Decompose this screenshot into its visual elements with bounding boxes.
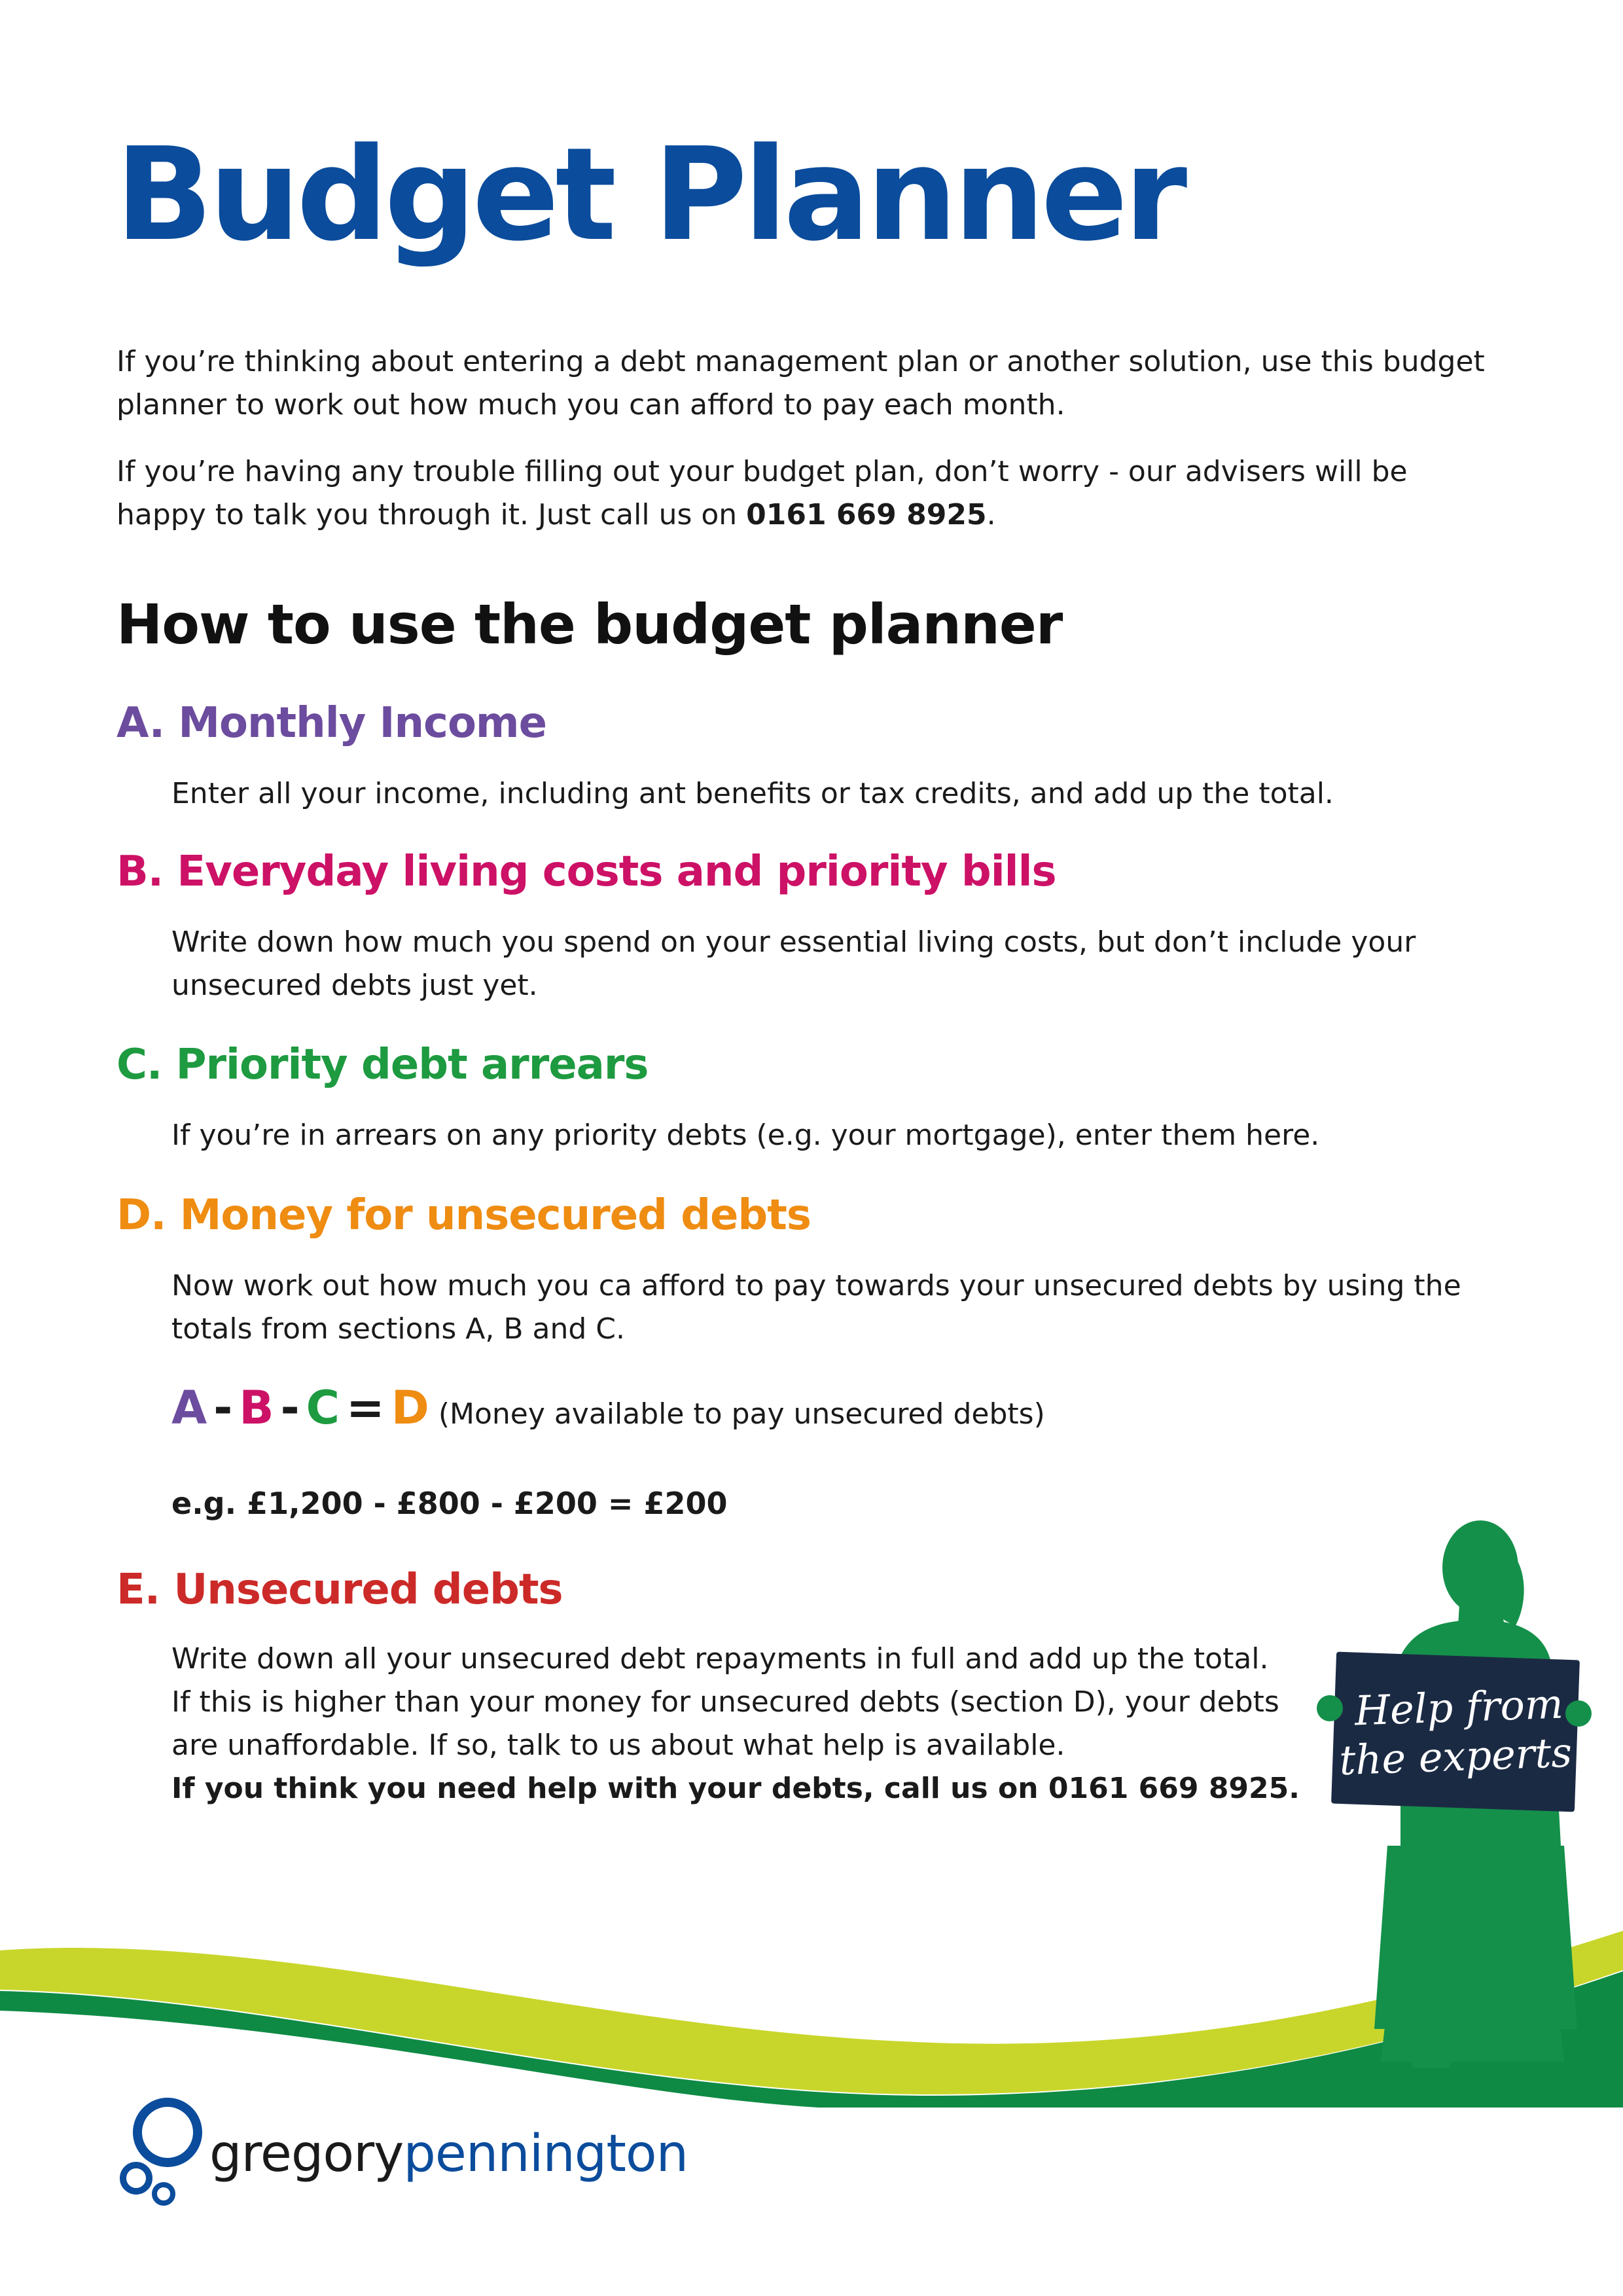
section-c-heading: C. Priority debt arrears bbox=[116, 1041, 649, 1089]
gregory-pennington-logo-icon bbox=[116, 2094, 208, 2206]
section-e-line-1: Write down all your unsecured debt repayments in full and add up the total. bbox=[171, 1642, 1269, 1676]
intro-p2-text: If you’re having any trouble filling out your budget plan, don’t worry - our advisers will be happy to talk you through it. Just call us on bbox=[116, 455, 1408, 531]
formula-d: D bbox=[391, 1381, 429, 1435]
intro-p2-end: . bbox=[986, 498, 996, 531]
section-e-line-3: are unaffordable. If so, talk to us about what help is available. bbox=[171, 1729, 1065, 1762]
section-b-body: Write down how much you spend on your essential living costs, but don’t include your unsecured debts just yet. bbox=[171, 925, 1416, 1002]
formula bbox=[171, 1381, 1045, 1435]
section-e-body bbox=[171, 1638, 1389, 1810]
formula-c: C bbox=[306, 1381, 340, 1435]
section-c-body: If you’re in arrears on any priority debts (e.g. your mortgage), enter them here. bbox=[171, 1119, 1320, 1152]
intro-phone-number: 0161 669 8925 bbox=[746, 498, 987, 531]
formula-a: A bbox=[171, 1381, 207, 1435]
section-e-call-to-action: If you think you need help with your debts, call us on 0161 669 8925. bbox=[171, 1772, 1300, 1805]
sign-board bbox=[1317, 1652, 1592, 1812]
intro-paragraph-1: If you’re thinking about entering a debt management plan or another solution, use this budget planner to work out how much you can afford to pay each month. bbox=[116, 345, 1485, 422]
section-e-heading: E. Unsecured debts bbox=[116, 1566, 563, 1614]
how-to-heading: How to use the budget planner bbox=[116, 592, 1063, 656]
section-d-body: Now work out how much you ca afford to pay towards your unsecured debts by using the totals from sections A, B and C. bbox=[171, 1269, 1461, 1346]
section-a-body: Enter all your income, including ant benefits or tax credits, and add up the total. bbox=[171, 777, 1334, 810]
woman-holding-sign-illustration bbox=[1302, 1505, 1603, 2068]
section-b-heading: B. Everyday living costs and priority bills bbox=[116, 848, 1056, 896]
sign-line-2: the experts bbox=[1338, 1728, 1573, 1785]
formula-note: (Money available to pay unsecured debts) bbox=[438, 1397, 1045, 1431]
formula-minus-1: - bbox=[213, 1381, 233, 1435]
section-a-heading: A. Monthly Income bbox=[116, 699, 546, 747]
section-e-line-2: If this is higher than your money for unsecured debts (section D), your debts bbox=[171, 1685, 1279, 1719]
formula-equals: = bbox=[346, 1381, 385, 1435]
formula-minus-2: - bbox=[280, 1381, 300, 1435]
logo-word-pennington: pennington bbox=[403, 2125, 688, 2183]
logo-word-gregory: gregory bbox=[209, 2125, 404, 2183]
formula-example: e.g. £1,200 - £800 - £200 = £200 bbox=[171, 1486, 728, 1521]
section-d-heading: D. Money for unsecured debts bbox=[116, 1191, 811, 1240]
formula-b: B bbox=[239, 1381, 274, 1435]
logo-wordmark bbox=[209, 2125, 688, 2183]
page-title: Budget Planner bbox=[115, 120, 1184, 270]
woman-legs bbox=[1410, 2062, 1453, 2068]
intro-paragraph-2 bbox=[116, 450, 1504, 537]
sign-line-1: Help from bbox=[1353, 1679, 1564, 1735]
